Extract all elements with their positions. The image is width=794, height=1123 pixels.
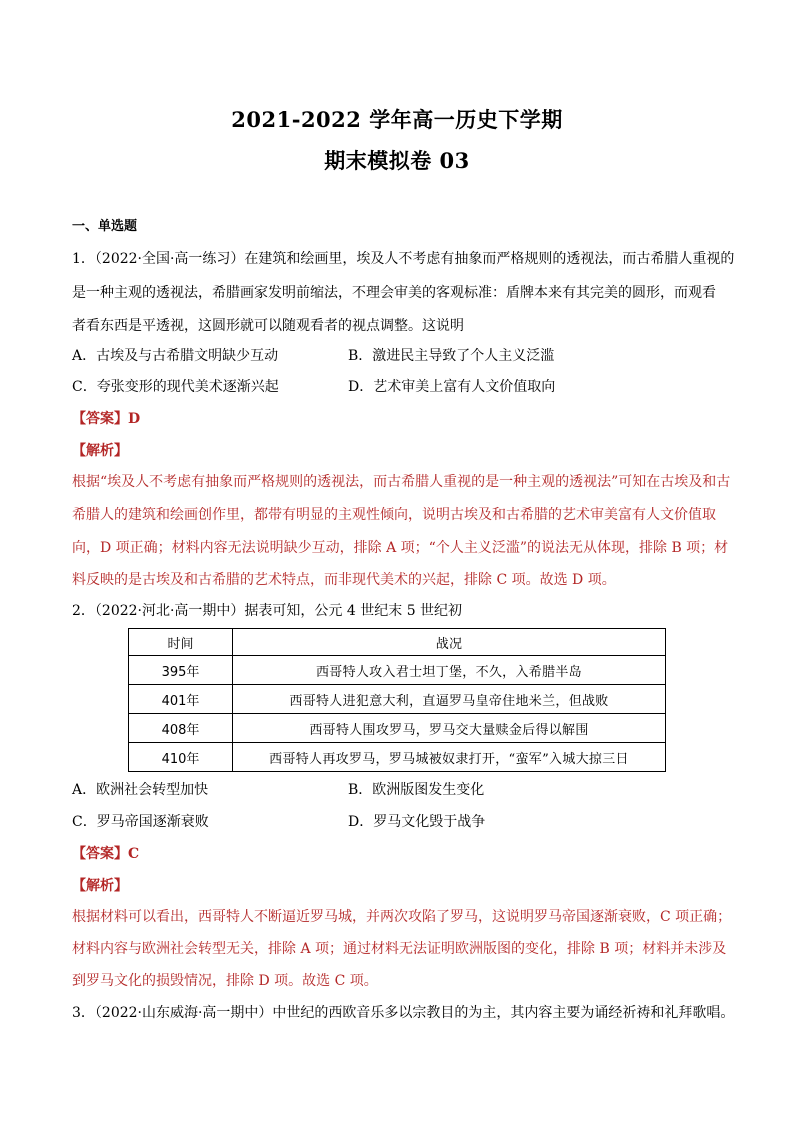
q2-analysis-line-3: 到罗马文化的损毁情况，排除 D 项。故选 C 项。 — [72, 973, 378, 989]
q2-option-a: A．欧洲社会转型加快 — [72, 782, 209, 798]
q1-answer: 【答案】D — [72, 411, 141, 427]
document-title: 2021-2022 学年高一历史下学期 — [231, 107, 563, 132]
q1-option-a: A．古埃及与古希腊文明缺少互动 — [72, 348, 279, 364]
section-heading: 一、单选题 — [72, 219, 138, 234]
table-header-situation: 战况 — [233, 629, 666, 656]
table-cell-year: 395年 — [129, 656, 233, 685]
document-subtitle: 期末模拟卷 03 — [324, 148, 470, 173]
q1-analysis-line-4: 料反映的是古埃及和古希腊的艺术特点，而非现代美术的兴起，排除 C 项。故选 D 项。 — [72, 572, 616, 588]
table-cell-event: 西哥特人围攻罗马，罗马交大量赎金后得以解围 — [233, 714, 666, 743]
table-cell-event: 西哥特人攻入君士坦丁堡，不久，入希腊半岛 — [233, 656, 666, 685]
q1-stem-line-3: 者看东西是平透视，这圆形就可以随观看者的视点调整。这说明 — [72, 318, 464, 334]
q1-option-b: B．激进民主导致了个人主义泛滥 — [348, 348, 555, 364]
table-row — [129, 685, 666, 714]
q2-analysis-label: 【解析】 — [72, 878, 128, 894]
table-row — [129, 714, 666, 743]
table-cell-year: 401年 — [129, 685, 233, 714]
q2-option-d: D．罗马文化毁于战争 — [348, 814, 486, 830]
q1-stem-line-1: 1．（2022·全国·高一练习）在建筑和绘画里，埃及人不考虑有抽象而严格规则的透视法，而古希腊人重视的 — [72, 251, 735, 267]
q1-option-d: D．艺术审美上富有人文价值取向 — [348, 379, 556, 395]
q2-option-c: C．罗马帝国逐渐衰败 — [72, 814, 209, 830]
battle-table — [128, 628, 666, 772]
q2-stem: 2．（2022·河北·高一期中）据表可知，公元 4 世纪末 5 世纪初 — [72, 603, 463, 619]
q2-answer: 【答案】C — [72, 846, 140, 862]
q3-stem: 3．（2022·山东威海·高一期中）中世纪的西欧音乐多以宗教目的为主，其内容主要为诵经祈祷和礼拜歌唱。 — [72, 1005, 735, 1021]
table-cell-year: 410年 — [129, 743, 233, 772]
q1-analysis-label: 【解析】 — [72, 443, 128, 459]
q2-analysis-line-2: 材料内容与欧洲社会转型无关，排除 A 项；通过材料无法证明欧洲版图的变化，排除 B 项；材料并未涉及 — [72, 941, 727, 957]
table-cell-year: 408年 — [129, 714, 233, 743]
q1-analysis-line-2: 希腊人的建筑和绘画创作里，都带有明显的主观性倾向，说明古埃及和古希腊的艺术审美富有人文价值取 — [72, 507, 716, 523]
table-row — [129, 656, 666, 685]
table-cell-event: 西哥特人进犯意大利，直逼罗马皇帝住地米兰，但战败 — [233, 685, 666, 714]
table-cell-event: 西哥特人再攻罗马，罗马城被奴隶打开，“蛮军”入城大掠三日 — [233, 743, 666, 772]
q1-analysis-line-3: 向，D 项正确；材料内容无法说明缺少互动，排除 A 项；“个人主义泛滥”的说法无从体现，排除 B 项；材 — [72, 540, 729, 556]
table-row — [129, 743, 666, 772]
q2-option-b: B．欧洲版图发生变化 — [348, 782, 485, 798]
table-header-time: 时间 — [129, 629, 233, 656]
q2-analysis-line-1: 根据材料可以看出，西哥特人不断逼近罗马城，并两次攻陷了罗马，这说明罗马帝国逐渐衰败，C 项正确； — [72, 909, 732, 925]
q1-analysis-line-1: 根据“埃及人不考虑有抽象而严格规则的透视法，而古希腊人重视的是一种主观的透视法”可知在古埃及和古 — [72, 474, 731, 490]
table-header-row — [129, 629, 666, 656]
q1-stem-line-2: 是一种主观的透视法，希腊画家发明前缩法，不理会审美的客观标准：盾牌本来有其完美的圆形，而观看 — [72, 285, 716, 301]
q1-option-c: C．夸张变形的现代美术逐渐兴起 — [72, 379, 279, 395]
